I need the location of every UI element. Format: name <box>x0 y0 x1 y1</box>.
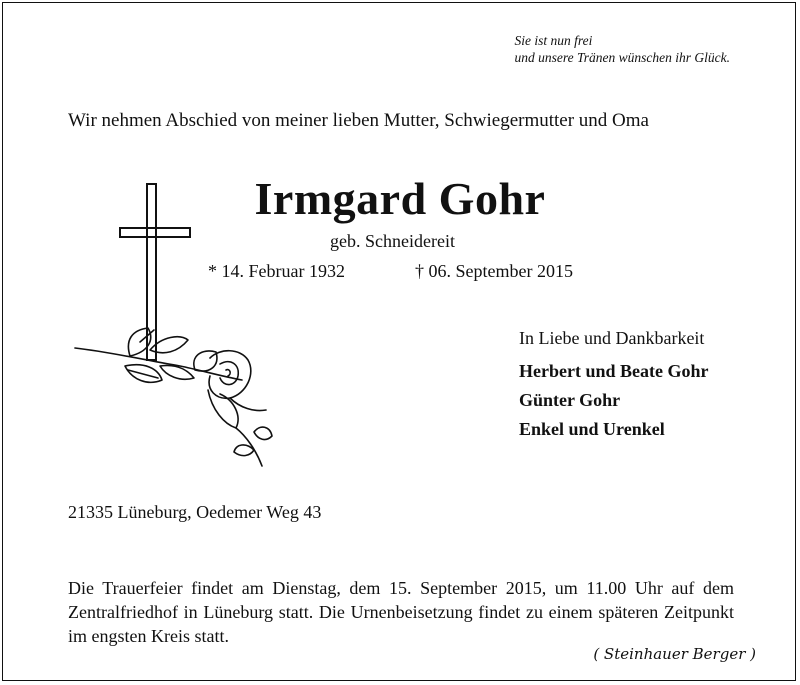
birth-date: * 14. Februar 1932 <box>208 261 345 281</box>
address: 21335 Lüneburg, Oedemer Weg 43 <box>68 502 322 522</box>
rose-icon <box>75 328 272 466</box>
signature: ( Steinhauer Berger ) <box>593 645 756 663</box>
service-notice: Die Trauerfeier findet am Dienstag, dem 15. September 2015, um 11.00 Uhr auf dem Zentralfriedhof in Lüneburg statt. Die Urnenbeisetzung findet zu einem späteren Zeitpunkt im engsten Kreis statt. <box>68 578 734 646</box>
mourner-1: Herbert und Beate Gohr <box>519 361 709 381</box>
motto-line-2: und unsere Tränen wünschen ihr Glück. <box>514 50 730 65</box>
cross-icon <box>120 184 190 360</box>
mourner-3: Enkel und Urenkel <box>519 419 665 439</box>
mourners-heading: In Liebe und Dankbarkeit <box>519 328 705 348</box>
motto <box>515 32 730 66</box>
deceased-name: Irmgard Gohr <box>254 173 546 224</box>
mourner-2: Günter Gohr <box>519 390 621 410</box>
intro-text: Wir nehmen Abschied von meiner lieben Mutter, Schwiegermutter und Oma <box>68 110 649 131</box>
death-date: † 06. September 2015 <box>415 261 573 281</box>
motto-line-1: Sie ist nun frei <box>514 33 593 48</box>
cross-and-rose-icon <box>70 180 280 470</box>
maiden-name: geb. Schneidereit <box>330 231 455 251</box>
